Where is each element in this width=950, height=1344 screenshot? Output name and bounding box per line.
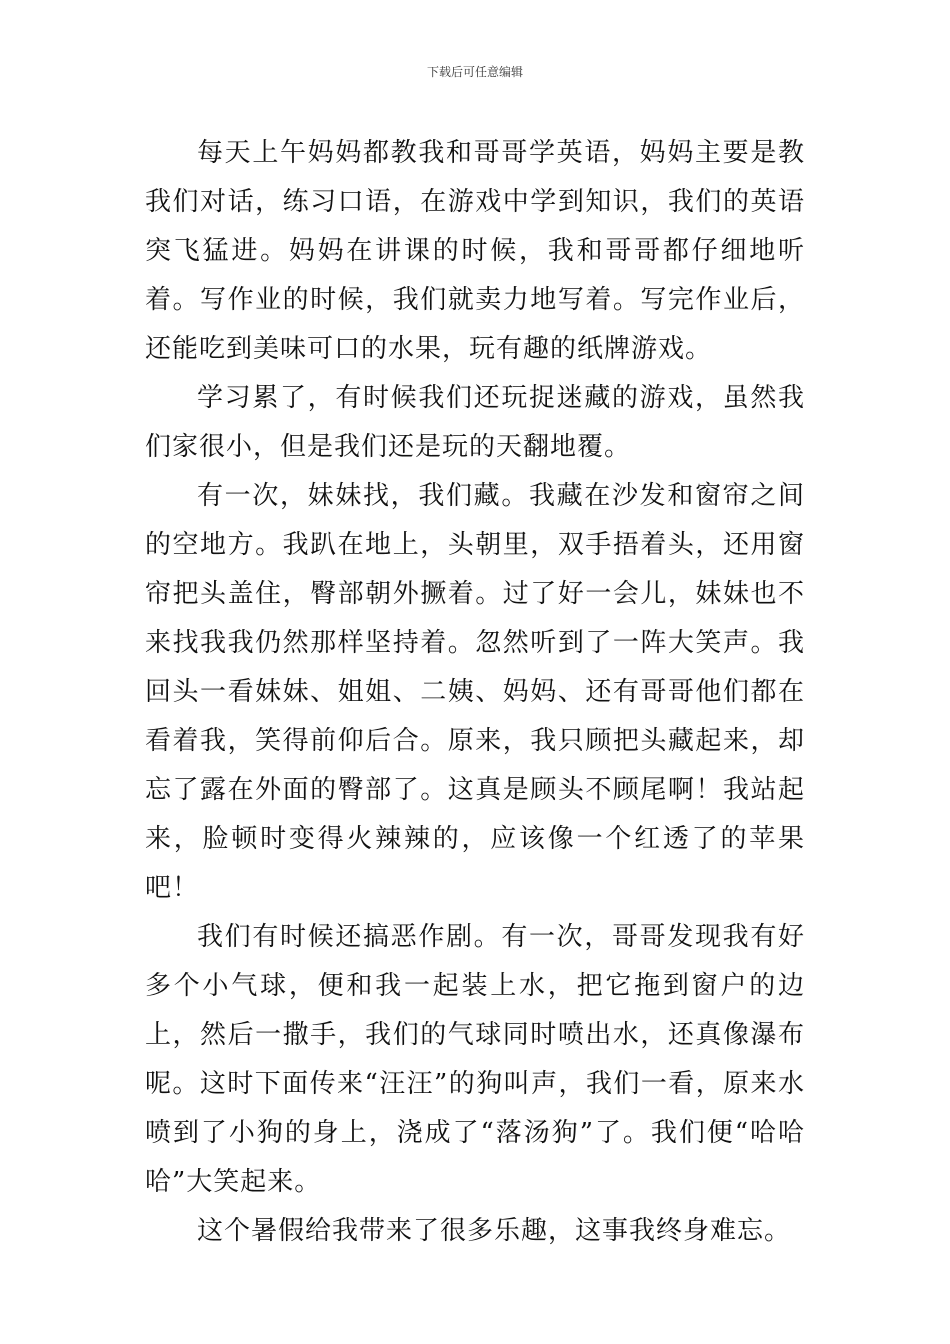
paragraph-2: 学习累了，有时候我们还玩捉迷藏的游戏，虽然我们家很小，但是我们还是玩的天翻地覆。 [145,383,805,462]
header-note: 下载后可任意编辑 [426,65,523,79]
paragraph-4: 我们有时候还搞恶作剧。有一次，哥哥发现我有好多个小气球，便和我一起装上水，把它拖到窗户的边上，然后一撒手，我们的气球同时喷出水，还真像瀑布呢。这时下面传来“汪汪”的狗叫声，我们一看，原来水喷到了小狗的身上，浇成了“落汤狗”了。我们便“哈哈哈”大笑起来。 [145,922,805,1197]
paragraph-5: 这个暑假给我带来了很多乐趣，这事我终身难忘。 [197,1216,792,1246]
paragraph-3: 有一次，妹妹找，我们藏。我藏在沙发和窗帘之间的空地方。我趴在地上，头朝里，双手捂着头，还用窗帘把头盖住，臀部朝外撅着。过了好一会儿，妹妹也不来找我我仍然那样坚持着。忽然听到了一阵大笑声。我回头一看妹妹、姐姐、二姨、妈妈、还有哥哥他们都在看着我，笑得前仰后合。原来，我只顾把头藏起来，却忘了露在外面的臀部了。这真是顾头不顾尾啊！我站起来，脸顿时变得火辣辣的，应该像一个红透了的苹果吧！ [145,481,805,903]
document-body [145,129,805,1256]
paragraph-1: 每天上午妈妈都教我和哥哥学英语，妈妈主要是教我们对话，练习口语，在游戏中学到知识，我们的英语突飞猛进。妈妈在讲课的时候，我和哥哥都仔细地听着。写作业的时候，我们就卖力地写着。写完作业后，还能吃到美味可口的水果，玩有趣的纸牌游戏。 [145,138,805,364]
